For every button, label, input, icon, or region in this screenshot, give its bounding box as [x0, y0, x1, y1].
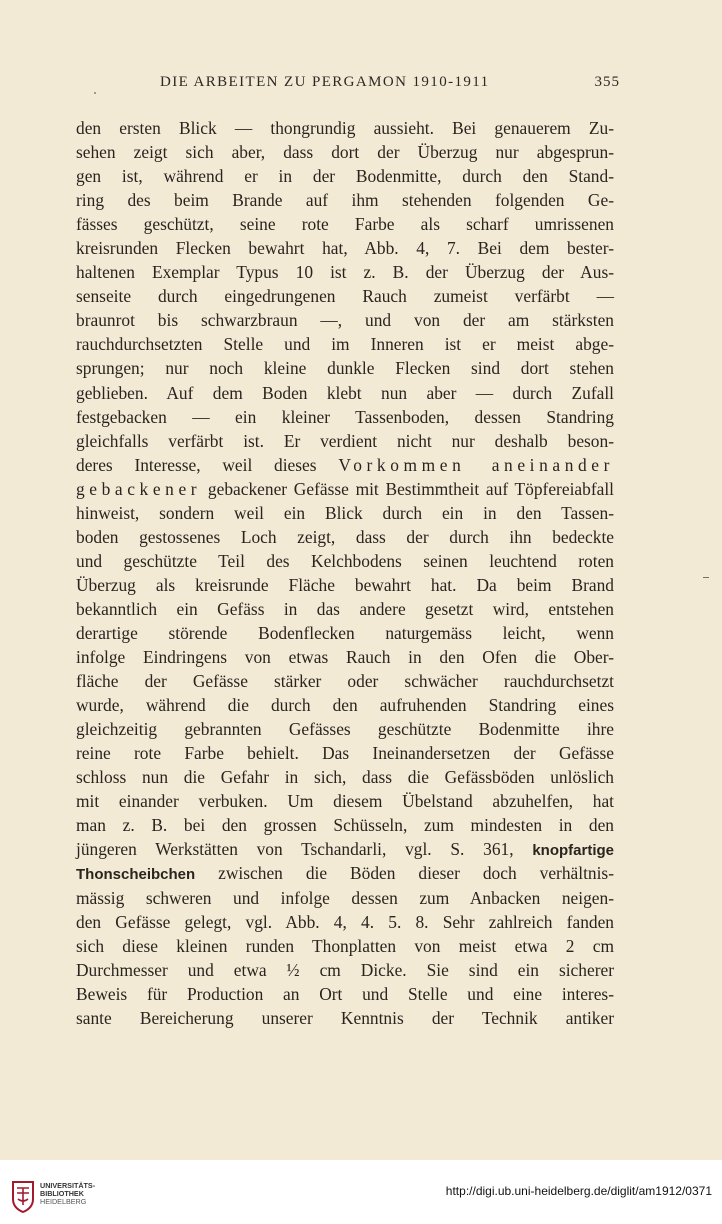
text-line: kreisrunden Flecken bewahrt hat, Abb. 4, 7. Bei dem bester-: [76, 238, 614, 259]
text-line: Durchmesser und etwa ½ cm Dicke. Sie sind ein sicherer: [76, 959, 614, 980]
text-line: reine rote Farbe behielt. Das Ineinandersetzen der Gefässe: [76, 743, 614, 764]
text-line: gleichzeitig gebrannten Gefässes geschützte Bodenmitte ihre: [76, 719, 614, 740]
spaced-emphasis: gebackener: [76, 478, 202, 499]
university-seal-icon: [10, 1179, 36, 1213]
text-line: braunrot bis schwarzbraun —, und von der am stärksten: [76, 310, 614, 331]
text-line: den Gefässe gelegt, vgl. Abb. 4, 4. 5. 8. Sehr zahlreich fanden: [76, 911, 614, 932]
text-line: schloss nun die Gefahr in sich, dass die Gefässböden unlöslich: [76, 767, 614, 788]
text-line: gen ist, während er in der Bodenmitte, durch den Stand-: [76, 166, 614, 187]
text-line-mixed: [76, 453, 614, 477]
spaced-emphasis: Vorkommen aneinander: [338, 454, 615, 475]
margin-mark: [703, 577, 709, 578]
running-title: DIE ARBEITEN ZU PERGAMON 1910-1911: [160, 74, 490, 90]
text-line: derartige störende Bodenflecken naturgemäss leicht, wenn: [76, 622, 614, 643]
text-line: sante Bereicherung unserer Kenntnis der Technik antiker: [76, 1007, 614, 1028]
text-line: sehen zeigt sich aber, dass dort der Überzug nur abgesprun-: [76, 142, 614, 163]
text-line: ring des beim Brande auf ihm stehenden folgenden Ge-: [76, 190, 614, 211]
text-line: mit einander verbuken. Um diesem Übelstand abzuhelfen, hat: [76, 791, 614, 812]
text-line: senseite durch eingedrungenen Rauch zumeist verfärbt —: [76, 286, 614, 307]
text-segment: gebackener Gefässe mit Bestimmtheit auf Töpfereiabfall: [207, 478, 614, 499]
text-line: mässig schweren und infolge dessen zum Anbacken neigen-: [76, 887, 614, 908]
text-line-mixed: [76, 861, 614, 885]
text-line: den ersten Blick — thongrundig aussieht. Bei genauerem Zu-: [76, 118, 614, 138]
library-logo-text: [40, 1182, 95, 1207]
logo-line: UNIVERSITÄTS-: [40, 1181, 96, 1190]
body-text: [76, 116, 614, 1030]
text-line: gleichfalls verfärbt ist. Er verdient nicht nur deshalb beson-: [76, 430, 614, 451]
bold-term: knopfartige: [532, 842, 614, 860]
source-url-link[interactable]: http://digi.ub.uni-heidelberg.de/diglit/am1912/0371: [445, 1184, 712, 1198]
text-line: hinweist, sondern weil ein Blick durch ein in den Tassen-: [76, 502, 614, 523]
text-line: fläche der Gefässe stärker oder schwächer rauchdurchsetzt: [76, 671, 614, 692]
text-line: boden gestossenes Loch zeigt, dass der durch ihn bedeckte: [76, 526, 614, 547]
text-line: sprungen; nur noch kleine dunkle Flecken sind dort stehen: [76, 358, 614, 379]
text-line: man z. B. bei den grossen Schüsseln, zum mindesten in den: [76, 815, 614, 836]
text-line: wurde, während die durch den aufruhenden Standring eines: [76, 695, 614, 716]
text-line: festgebacken — ein kleiner Tassenboden, dessen Standring: [76, 406, 614, 427]
text-line: Beweis für Production an Ort und Stelle und eine interes-: [76, 983, 614, 1004]
page-number: 355: [594, 74, 620, 90]
text-line: sich diese kleinen runden Thonplatten von meist etwa 2 cm: [76, 935, 614, 956]
text-line: und geschützte Teil des Kelchbodens seinen leuchtend roten: [76, 550, 614, 571]
text-line: infolge Eindringens von etwas Rauch in den Ofen die Ober-: [76, 647, 614, 668]
margin-mark: [94, 92, 96, 94]
text-line: bekanntlich ein Gefäss in das andere gesetzt wird, entstehen: [76, 598, 614, 619]
text-line-mixed: [76, 477, 614, 501]
text-segment: deres Interesse, weil dieses: [76, 454, 317, 475]
logo-line: BIBLIOTHEK: [40, 1189, 84, 1199]
text-line: fässes geschützt, seine rote Farbe als scharf umrissenen: [76, 214, 614, 235]
text-line: haltenen Exemplar Typus 10 ist z. B. der Überzug der Aus-: [76, 262, 614, 283]
text-line-mixed: [76, 837, 614, 861]
bold-term: Thonscheibchen: [76, 866, 196, 884]
text-line: Überzug als kreisrunde Fläche bewahrt hat. Da beim Brand: [76, 574, 614, 595]
logo-line: HEIDELBERG: [40, 1197, 87, 1207]
text-line: rauchdurchsetzten Stelle und im Inneren ist er meist abge-: [76, 334, 614, 355]
text-line: geblieben. Auf dem Boden klebt nun aber — durch Zufall: [76, 382, 614, 403]
text-segment: jüngeren Werkstätten von Tschandarli, vgl. S. 361,: [76, 839, 514, 860]
text-segment: zwischen die Böden dieser doch verhältnis-: [218, 863, 614, 884]
